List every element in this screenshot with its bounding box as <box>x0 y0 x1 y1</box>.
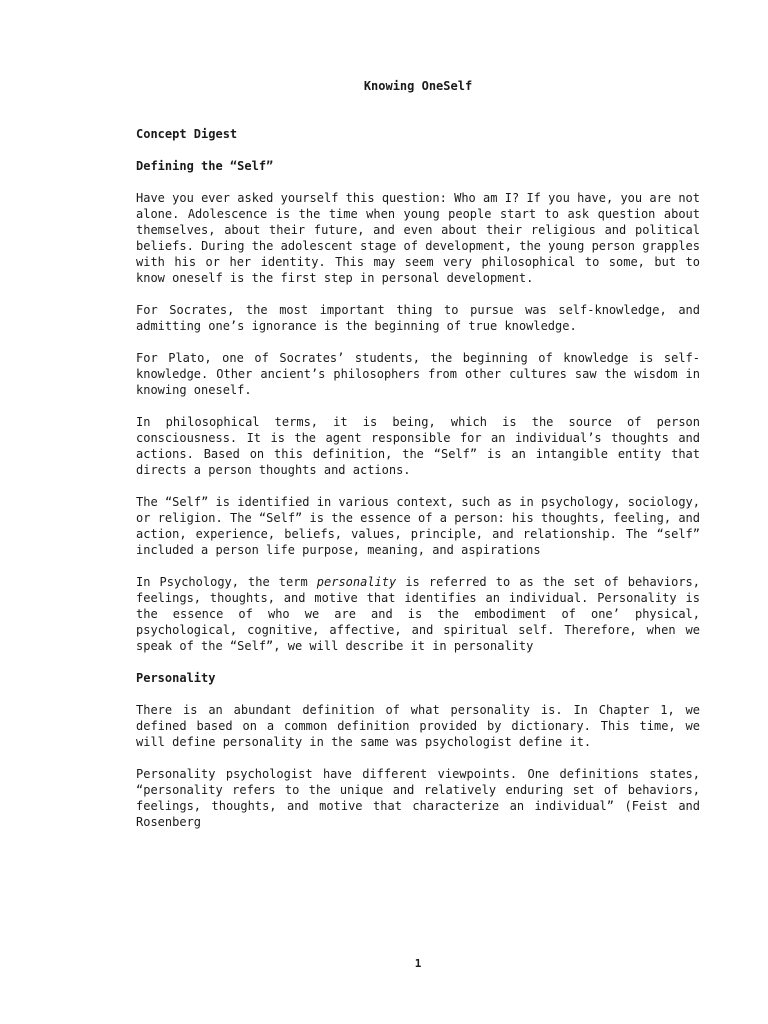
paragraph: In philosophical terms, it is being, which is the source of person consciousness. It is the agent responsible for an individual’s thoughts and actions. Based on this definition, the “Self” is an intangible entity that directs a person thoughts and actions. <box>136 415 700 477</box>
paragraph: For Socrates, the most important thing to pursue was self-knowledge, and admitting one’s ignorance is the beginning of true knowledge. <box>136 303 700 333</box>
document-body <box>136 126 700 846</box>
emphasized-term: personality <box>316 575 397 589</box>
document-title: Knowing OneSelf <box>363 79 473 93</box>
paragraph: Have you ever asked yourself this question: Who am I? If you have, you are not alone. Adolescence is the time when young people start to ask question about themselves, about their future, and even about their religious and political beliefs. During the adolescent stage of development, the young person grapples with his or her identity. This may seem very philosophical to some, but to know oneself is the first step in personal development. <box>136 191 700 285</box>
paragraph: Personality psychologist have different viewpoints. One definitions states, “personality refers to the unique and relatively enduring set of behaviors, feelings, thoughts, and motive that characterize an individual” (Feist and Rosenberg <box>136 767 700 829</box>
section-heading-defining-self: Defining the “Self” <box>136 159 274 173</box>
paragraph: The “Self” is identified in various context, such as in psychology, sociology, or religion. The “Self” is the essence of a person: his thoughts, feeling, and action, experience, beliefs, values, principle, and relationship. The “self” included a person life purpose, meaning, and aspirations <box>136 495 700 557</box>
paragraph: For Plato, one of Socrates’ students, the beginning of knowledge is self-knowledge. Other ancient’s philosophers from other cultures saw the wisdom in knowing oneself. <box>136 351 700 397</box>
page-number: 1 <box>414 957 422 970</box>
paragraph <box>136 574 700 654</box>
paragraph: There is an abundant definition of what personality is. In Chapter 1, we defined based on a common definition provided by dictionary. This time, we will define personality in the same was psychologist define it. <box>136 703 700 749</box>
paragraph-text: In Psychology, the term <box>136 575 317 589</box>
section-heading-personality: Personality <box>136 671 216 685</box>
section-heading-concept-digest: Concept Digest <box>136 127 238 141</box>
paragraph-text: is referred to as the set of behaviors, feelings, thoughts, and motive that identifies an individual. Personality is the essence of who we are and is the embodiment of one’ physical, psychological, cognitive, affective, and spiritual self. Therefore, when we speak of the “Self”, we will describe it in personality <box>136 575 701 653</box>
